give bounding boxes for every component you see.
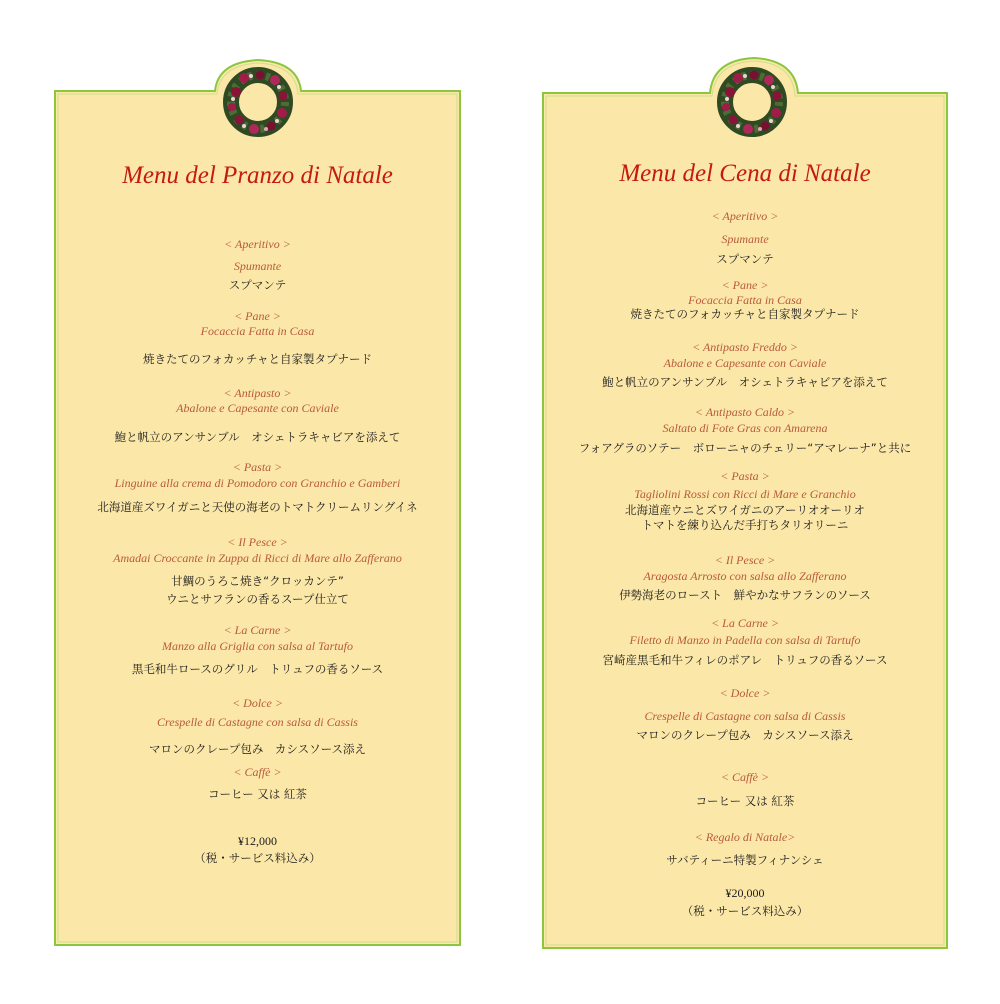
lunch-aperitivo-header: < Aperitivo > [224, 237, 291, 251]
lunch-dolce-header: < Dolce > [232, 696, 283, 710]
lunch-pesce-header: < Il Pesce > [227, 535, 288, 549]
lunch-carne-it: Manzo alla Griglia con salsa al Tartufo [162, 639, 353, 653]
dinner-tax-note: （税・サービス料込み） [681, 904, 809, 918]
dinner-pasta-header: < Pasta > [720, 469, 770, 483]
dinner-pasta-jp1: 北海道産ウニとズワイガニのアーリオオーリオ [625, 503, 865, 517]
wreath-icon [716, 66, 788, 138]
dinner-antipasto-caldo-jp: フォアグラのソテー ボローニャのチェリー“アマレーナ”と共に [578, 441, 912, 455]
lunch-pesce-it: Amadai Croccante in Zuppa di Ricci di Mare allo Zafferano [113, 551, 402, 565]
dinner-price: ¥20,000 [725, 886, 765, 900]
dinner-caffe-header: < Caffè > [720, 770, 770, 784]
dinner-carne-jp: 宮崎産黒毛和牛フィレのポアレ トリュフの香るソース [602, 653, 888, 667]
lunch-carne-header: < La Carne > [223, 623, 292, 637]
dinner-caffe-jp: コーヒー 又は 紅茶 [695, 794, 795, 808]
lunch-pesce-jp1: 甘鯛のうろこ焼き“クロッカンテ” [171, 574, 344, 588]
lunch-aperitivo-it: Spumante [233, 259, 282, 273]
lunch-caffe-header: < Caffè > [233, 765, 282, 779]
dinner-carne-it: Filetto di Manzo in Padella con salsa di Tartufo [629, 633, 861, 647]
lunch-antipasto-it: Abalone e Capesante con Caviale [176, 401, 339, 415]
dinner-regalo-jp: サバティーニ特製フィナンシェ [666, 853, 824, 867]
dinner-pesce-header: < Il Pesce > [714, 553, 776, 567]
dinner-pane-jp: 焼きたてのフォカッチャと自家製タプナード [630, 307, 860, 321]
lunch-caffe-jp: コーヒー 又は 紅茶 [208, 787, 307, 801]
dinner-antipasto-freddo-it: Abalone e Capesante con Caviale [663, 356, 827, 370]
lunch-pasta-header: < Pasta > [232, 460, 283, 474]
lunch-tax-note: （税・サービス料込み） [194, 851, 321, 865]
dinner-dolce-jp: マロンのクレープ包み カシスソース添え [636, 728, 854, 742]
dinner-dolce-it: Crespelle di Castagne con salsa di Cassis [644, 709, 846, 723]
dinner-aperitivo-header: < Aperitivo > [711, 209, 779, 223]
dinner-dolce-header: < Dolce > [719, 686, 771, 700]
dinner-antipasto-freddo-jp: 鮑と帆立のアンサンブル オシェトラキャビアを添えて [602, 375, 888, 389]
lunch-menu-title: Menu del Pranzo di Natale [122, 162, 393, 189]
dinner-antipasto-caldo-it: Saltato di Fote Gras con Amarena [662, 421, 828, 435]
dinner-aperitivo-it: Spumante [721, 232, 769, 246]
dinner-regalo-header: < Regalo di Natale> [694, 830, 796, 844]
lunch-aperitivo-jp: スプマンテ [228, 278, 287, 292]
dinner-pasta-jp2: トマトを練り込んだ手打ちタリオリーニ [641, 518, 849, 532]
lunch-dolce-it: Crespelle di Castagne con salsa di Cassis [157, 715, 358, 729]
dinner-pasta-it: Tagliolini Rossi con Ricci di Mare e Granchio [634, 487, 856, 501]
lunch-pane-jp: 焼きたてのフォカッチャと自家製タプナード [143, 352, 372, 366]
lunch-pane-header: < Pane > [234, 309, 281, 323]
dinner-antipasto-caldo-header: < Antipasto Caldo > [694, 405, 796, 419]
dinner-aperitivo-jp: スプマンテ [716, 252, 774, 266]
dinner-carne-header: < La Carne > [711, 616, 779, 630]
lunch-pesce-jp2: ウニとサフランの香るスープ仕立て [166, 592, 349, 606]
lunch-antipasto-header: < Antipasto > [223, 386, 292, 400]
lunch-pasta-jp: 北海道産ズワイガニと天使の海老のトマトクリームリングイネ [97, 500, 418, 514]
dinner-pane-header: < Pane > [721, 278, 769, 292]
dinner-menu-title: Menu del Cena di Natale [619, 160, 871, 187]
dinner-antipasto-freddo-header: < Antipasto Freddo > [692, 340, 798, 354]
dinner-pesce-it: Aragosta Arrosto con salsa allo Zafferano [643, 569, 847, 583]
lunch-pane-it: Focaccia Fatta in Casa [200, 324, 315, 338]
lunch-price: ¥12,000 [238, 834, 277, 848]
lunch-antipasto-jp: 鮑と帆立のアンサンブル オシェトラキャビアを添えて [114, 430, 401, 444]
lunch-pasta-it: Linguine alla crema di Pomodoro con Granchio e Gamberi [114, 476, 401, 490]
dinner-pesce-jp: 伊勢海老のロースト 鮮やかなサフランのソース [619, 588, 871, 602]
dinner-pane-it: Focaccia Fatta in Casa [688, 293, 802, 307]
lunch-carne-jp: 黒毛和牛ロースのグリル トリュフの香るソース [131, 662, 384, 676]
lunch-dolce-jp: マロンのクレープ包み カシスソース添え [148, 742, 366, 756]
